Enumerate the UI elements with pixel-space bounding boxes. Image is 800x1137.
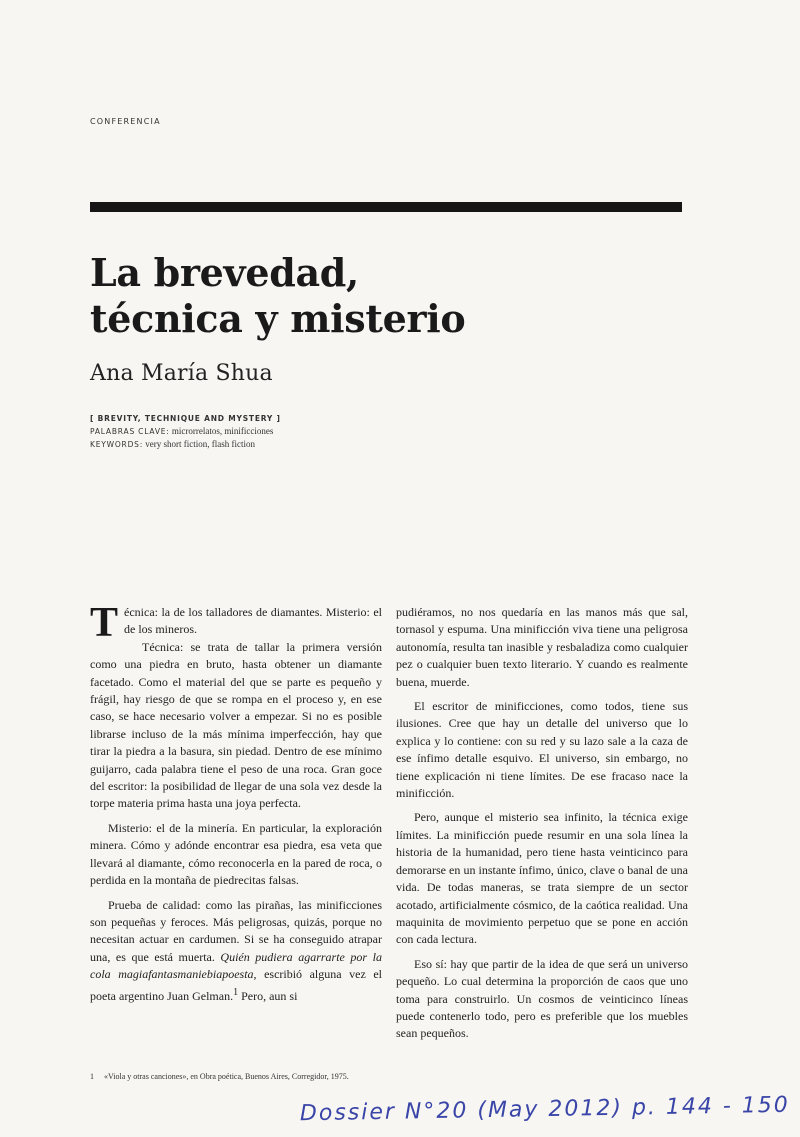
paragraph: Misterio: el de la minería. En particular, la exploración minera. Cómo y adónde encontrar esa piedra, esa veta que llevará al diamante, cómo reconocerla en la pared de roca, o perdida en la montaña de piedrecitas falsas. — [90, 820, 382, 888]
footnote — [90, 1071, 382, 1082]
keywords-english-label: KEYWORDS: — [90, 440, 144, 449]
quoted-verse: Quién pudiera agarrarte por la cola magiafantasmaniebiapoesta — [90, 949, 382, 982]
paragraph: pudiéramos, no nos quedaría en las manos más que sal, tornasol y espuma. Una minificción viva tiene una peligrosa autonomía, resulta tan inasible y resbaladiza como cualquier pez o cualquier buen texto literario. Y cuando es realmente buena, muerde. — [396, 605, 688, 689]
footnote-text: «Viola y otras canciones», en Obra poética, Buenos Aires, Corregidor, 1975. — [104, 1072, 349, 1081]
keywords-english-value: very short fiction, flash fiction — [145, 439, 256, 449]
handwritten-annotation: Dossier N°20 (May 2012) p. 144 - 150 — [299, 1092, 791, 1127]
keywords-english — [90, 438, 281, 451]
paragraph: Eso sí: hay que partir de la idea de que será un universo pequeño. Lo cual determina la proporción de caos que uno toma para construirlo. Un cosmos de veinticinco líneas puede contenerlo todo, pero es preferible que los muebles sean pequeños. — [396, 956, 688, 1041]
paragraph — [90, 600, 382, 646]
paragraph-text: Pero, aun si — [238, 988, 298, 1003]
section-label: CONFERENCIA — [90, 117, 161, 126]
keywords-spanish — [90, 425, 281, 438]
paragraph: El escritor de minificciones, como todos, tiene sus ilusiones. Cree que hay un detalle del universo que lo explica y lo contiene: con su red y su lazo sale a la caza de ese ínfimo detalle esquivo. El universo, sin embargo, no tiene explicación ni tiene límites. De ese fracaso nace la minificción. — [396, 699, 688, 801]
paragraph: Técnica: se trata de tallar la primera versión como una piedra en bruto, hasta obtener un diamante facetado. Como el material del que se parte es pequeño y frágil, hay riesgo de que se rompa en el proceso y, en ese caso, se hace necesario volver a empezar. Si no es posible librarse incluso de la más mínima imperfección, hay que tirar la piedra a la basura, sin piedad. Dentro de ese mínimo guijarro, cada palabra tiene el peso de una roca. Gran goce del escritor: la posibilidad de llegar de una sola vez desde la torpe materia prima hasta una joya perfecta. — [90, 639, 382, 811]
article-metadata — [90, 412, 281, 451]
keywords-spanish-label: PALABRAS CLAVE: — [90, 427, 170, 436]
paragraph — [90, 897, 382, 1005]
paragraph: Pero, aunque el misterio sea infinito, la técnica exige límites. La minificción puede resumir en una sola línea la historia de la humanidad, pero tiene hasta veinticinco para demorarse en un instante ínfimo, único, clave o banal de una vida. De todas maneras, se trata siempre de un sector acotado, artificialmente cósmico, de la caótica realidad. Una maquinita de movimiento perpetuo que se pone en acción con cada lectura. — [396, 810, 688, 947]
body-column-right — [396, 604, 688, 1043]
body-column-left — [90, 600, 382, 1005]
english-title: [ BREVITY, TECHNIQUE AND MYSTERY ] — [90, 414, 281, 423]
title-line-2: técnica y misterio — [90, 296, 466, 341]
footnote-reference: 1 — [233, 986, 239, 998]
title-line-1: La brevedad, — [90, 250, 359, 295]
paragraph-text: Prueba de calidad: como las pirañas, las minificciones son pequeñas y feroces. Más peligrosas, quizás, porque no necesitan actuar en cardumen. Si se ha conseguido atrapar una, es que está muerta. — [90, 897, 382, 964]
paragraph-text: écnica: la de los talladores de diamantes. Misterio: el de los mineros. — [124, 605, 382, 637]
keywords-spanish-value: microrrelatos, minificciones — [171, 426, 274, 436]
article-title — [90, 250, 465, 342]
header-rule — [90, 202, 682, 212]
paragraph-text: , escribió alguna vez el poeta argentino Juan Gelman. — [90, 967, 382, 1003]
author-name: Ana María Shua — [90, 361, 273, 386]
footnote-number: 1 — [90, 1072, 94, 1081]
drop-cap: T — [90, 600, 119, 646]
